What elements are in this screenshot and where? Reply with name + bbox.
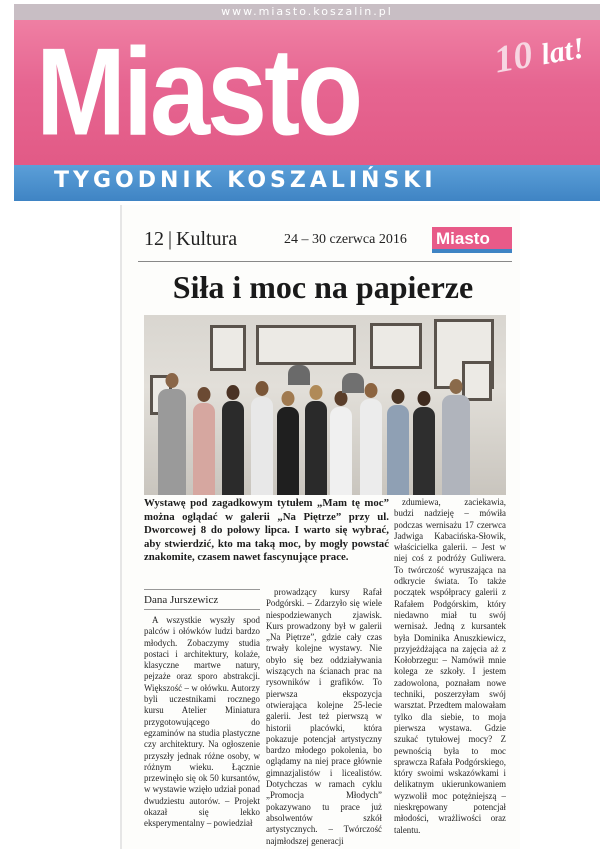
artwork-frame xyxy=(256,325,356,365)
page-section xyxy=(144,229,237,249)
artwork-frame xyxy=(370,323,422,369)
section-separator: | xyxy=(168,228,173,250)
headline: Siła i moc na papierze xyxy=(172,269,474,305)
column-2-text: prowadzący kursy Rafał Podgórski. – Zdarzyło się wiele niespodziewanych zjawisk. Kurs prowadzony był w galerii „Na Piętrze”, gdzie cały czas trwały kolejne wystawy. Nie obyło się bez oddziaływania wiszących na ścianach prac na rysowników i grafików. To pierwsza ekspozycja otwierająca kolejne 25-lecie galerii. Jest też pierwszą w historii placówki, która pokazuje potencjał artystyczny bardzo młodego pokolenia, bo oglądamy na niej prace głównie gimnazjalistów i licealistów. Dotychczas w ramach cyklu „Promocja Młodych” pokazywano tu prace już absolwentów szkół artystycznych. – Twórczość najmłodszej generacji xyxy=(266,587,382,846)
masthead xyxy=(14,4,600,201)
person-figure xyxy=(436,379,476,495)
newspaper-clipping xyxy=(122,205,520,849)
person-figure xyxy=(216,385,250,495)
person-figure xyxy=(152,373,192,495)
column-1-text: A wszystkie wyszły spod palców i ołówków ludzi bardzo młodych. Zobaczymy studia postaci i architektury, kolaże, klasyczne martwe natury, pejzaże oraz sporo abstrakcji. Większość – w ołówku. Autorzy byli uczestnikami rocznego kursu Atelier Miniatura przygotowującego do egzaminów na studia plastyczne czy architektury. Na ogłoszenie przyszły jednak różne osoby, w różnym wieku. Łącznie przewinęło się ok 50 kursantów, w wystawie wzięło udział ponad dwudziestu autorów. – Projekt okazał się lekko eksperymentalny – powiedział xyxy=(144,615,260,829)
artwork-frame xyxy=(210,325,246,371)
mini-logo-text: Miasto xyxy=(436,229,490,248)
masthead-title: Miasto xyxy=(36,21,361,162)
byline-rule xyxy=(144,609,260,610)
article-lead: Wystawę pod zagadkowym tytułem „Mam tę moc” można oglądać w galerii „Na Piętrze” przy ul. Dworcowej 8 do połowy lipca. I warto się wybrać, aby stwierdzić, kto ma taką moc, by mogły powstać znakomite, czasem nawet fascynujące prace. xyxy=(144,497,389,564)
person-figure xyxy=(286,365,312,495)
column-3-text: zdumiewa, zaciekawia, budzi nadzieję – mówiła podczas wernisażu 17 czerwca Jadwiga Kabacińska-Słowik, właścicielka galerii. – Jest w niej coś z podróży Guliwera. To twórczość wyruszająca na odkrycie świata. To także początek współpracy galerii z Rafałem Podgórskim, który niedawno miał tu swój wernisaż. Jedną z kursantek była Dominika Anuszkiewicz, przyjeżdżająca na zajęcia aż z Kołobrzegu: – Namówił mnie kolega ze szkoły. I jestem zadowolona, poznałam nowe techniki, poszerzyłam swój warsztat. Przedtem malowałam tylko dla siebie, to moja pierwsza wystawa. Gdzie szukać tytułowej mocy? Z pewnością była to moc sprawcza Rafała Podgórskiego, który swoimi wskazówkami i delikatnym ukierunkowaniem wyzwolił moc potężniejszą – nieskrępowany potencjał młodości, wrażliwości oraz talentu. xyxy=(394,497,506,835)
section-name: Kultura xyxy=(176,228,238,250)
header-rule xyxy=(138,261,512,262)
person-figure xyxy=(340,373,366,495)
issue-dates: 24 – 30 czerwca 2016 xyxy=(284,232,407,247)
mini-logo xyxy=(432,227,512,253)
article-column-1 xyxy=(144,615,260,830)
article-column-3 xyxy=(394,497,506,836)
byline: Dana Jurszewicz xyxy=(144,594,219,606)
page-number: 12 xyxy=(144,228,164,250)
anniversary-number: 10 xyxy=(491,33,536,82)
anniversary-text: lat! xyxy=(538,31,587,72)
masthead-url: www.miasto.koszalin.pl xyxy=(14,4,600,20)
masthead-subtitle: TYGODNIK KOSZALIŃSKI xyxy=(54,168,437,193)
mini-logo-stripe xyxy=(432,249,512,253)
article-column-2 xyxy=(266,587,382,847)
gallery-photo xyxy=(144,315,506,495)
byline-rule xyxy=(144,589,260,590)
page-header xyxy=(138,227,508,257)
